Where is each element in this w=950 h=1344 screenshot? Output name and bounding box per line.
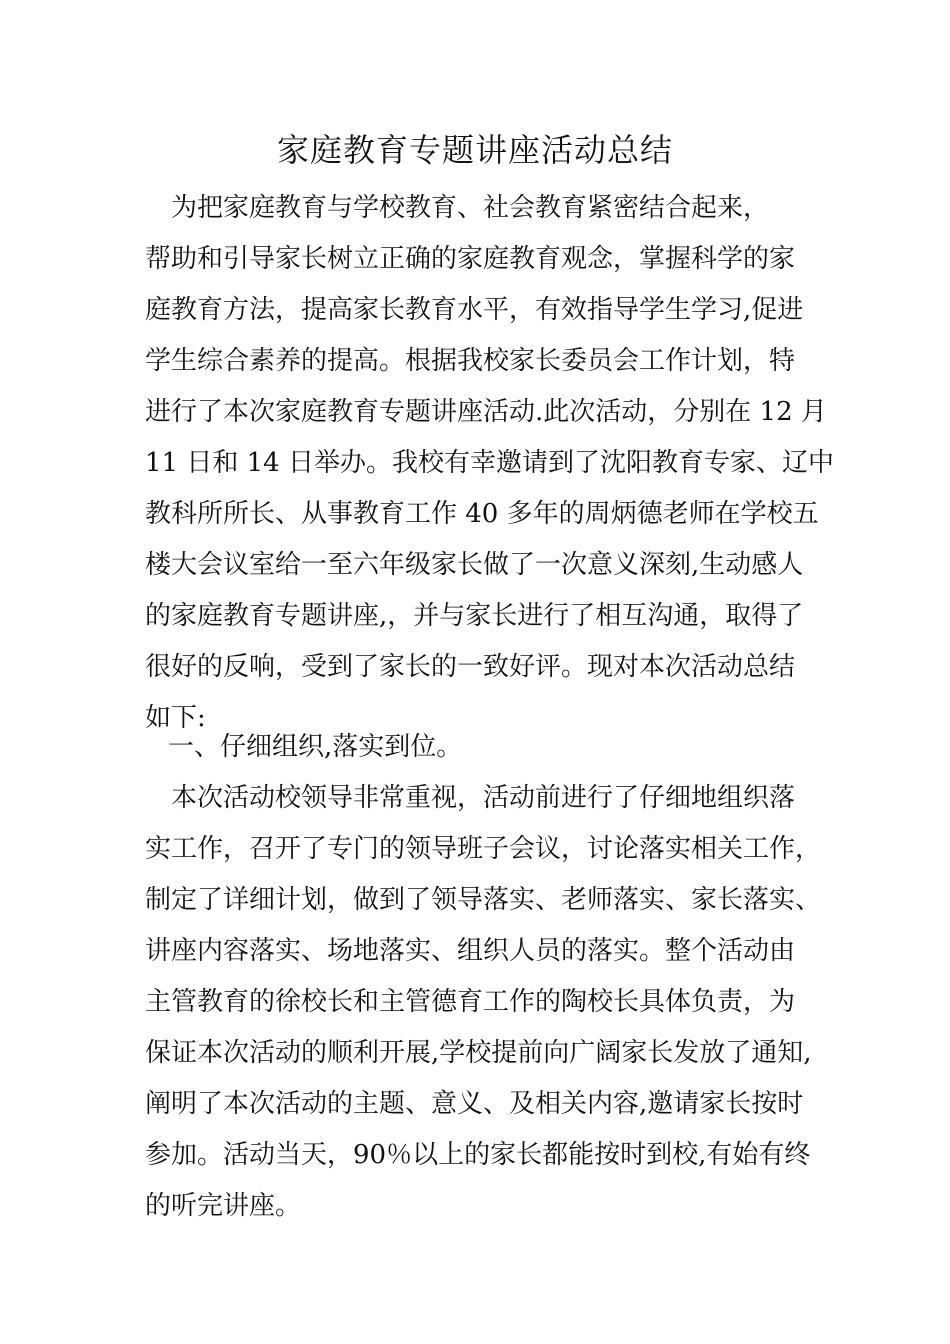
section-heading: 一、仔细组织,落实到位。 bbox=[168, 732, 463, 762]
section-heading-block bbox=[168, 722, 833, 773]
paragraph-line: 保证本次活动的顺利开展,学校提前向广阔家长发放了通知, bbox=[145, 1038, 812, 1068]
paragraph-line: 很好的反响，受到了家长的一致好评。现对本次活动总结 bbox=[145, 652, 796, 682]
paragraph-line: 为把家庭教育与学校教育、社会教育紧密结合起来， bbox=[145, 193, 770, 223]
paragraph-line: 实工作，召开了专门的领导班子会议，讨论落实相关工作， bbox=[145, 834, 822, 864]
paragraph-line: 的听完讲座。 bbox=[145, 1191, 302, 1221]
paragraph-line: 阐明了本次活动的主题、意义、及相关内容,邀请家长按时 bbox=[145, 1089, 804, 1119]
paragraph-line: 参加。活动当天，90％以上的家长都能按时到校,有始有终 bbox=[145, 1140, 811, 1170]
paragraph-line: 帮助和引导家长树立正确的家庭教育观念，掌握科学的家 bbox=[145, 244, 796, 274]
paragraph-line: 进行了本次家庭教育专题讲座活动.此次活动，分别在 12 月 bbox=[145, 397, 827, 427]
document-title: 家庭教育专题讲座活动总结 bbox=[276, 131, 673, 169]
paragraph-line: 学生综合素养的提高。根据我校家长委员会工作计划，特 bbox=[145, 346, 796, 376]
paragraph-line: 的家庭教育专题讲座,，并与家长进行了相互沟通，取得了 bbox=[145, 601, 804, 631]
paragraph-line: 11 日和 14 日举办。我校有幸邀请到了沈阳教育专家、辽中 bbox=[145, 448, 834, 478]
section-paragraph bbox=[145, 773, 822, 1232]
intro-paragraph bbox=[145, 183, 834, 744]
paragraph-line: 教科所所长、从事教育工作 40 多年的周炳德老师在学校五 bbox=[145, 499, 819, 529]
paragraph-line: 主管教育的徐校长和主管德育工作的陶校长具体负责，为 bbox=[145, 987, 796, 1017]
paragraph-line: 制定了详细计划，做到了领导落实、老师落实、家长落实、 bbox=[145, 885, 822, 915]
paragraph-line: 庭教育方法，提高家长教育水平，有效指导学生学习,促进 bbox=[145, 295, 804, 325]
paragraph-line: 楼大会议室给一至六年级家长做了一次意义深刻,生动感人 bbox=[145, 550, 804, 580]
paragraph-line: 讲座内容落实、场地落实、组织人员的落实。整个活动由 bbox=[145, 936, 796, 966]
paragraph-line: 本次活动校领导非常重视，活动前进行了仔细地组织落 bbox=[145, 783, 796, 813]
paragraph-line: 如下: bbox=[145, 703, 206, 733]
